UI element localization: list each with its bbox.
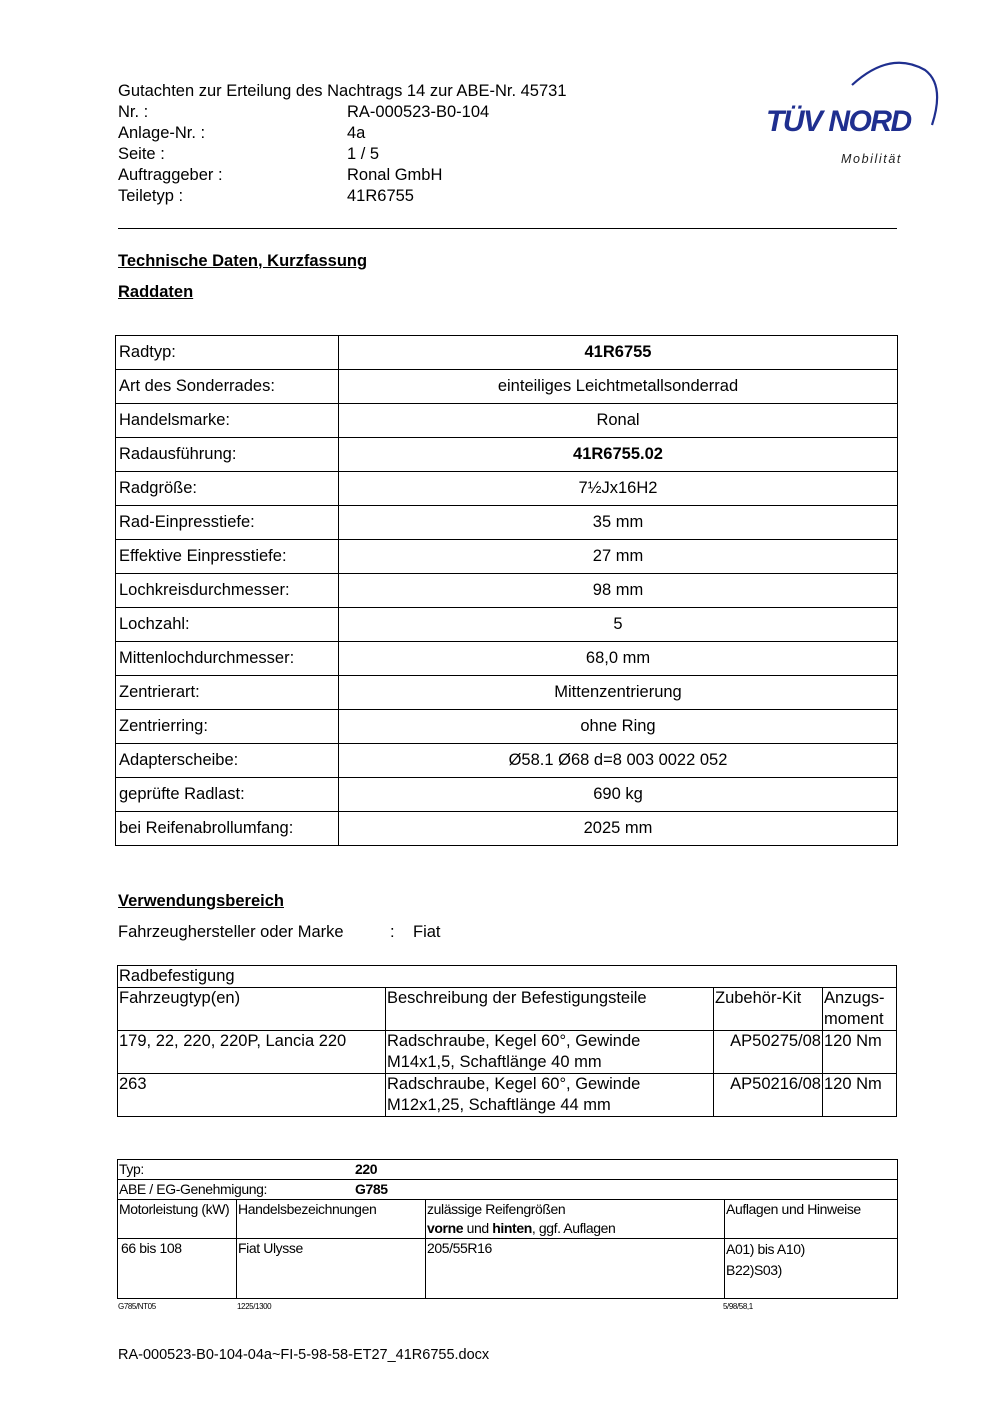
raddaten-label: Zentrierring: <box>116 710 339 744</box>
raddaten-label: Mittenlochdurchmesser: <box>116 642 339 676</box>
table-row <box>116 812 898 846</box>
table-cell-auflagen <box>725 1239 898 1299</box>
maker-separator: : <box>390 923 395 941</box>
abe-row <box>118 1180 898 1200</box>
header-value: 41R6755 <box>347 187 414 205</box>
tuv-nord-logo <box>760 55 945 175</box>
table-cell: 263 <box>118 1074 386 1117</box>
table-row <box>116 574 898 608</box>
typ-table <box>117 1159 898 1299</box>
raddaten-value: 41R6755.02 <box>339 438 898 472</box>
header-value: 4a <box>347 124 366 142</box>
header-text: , ggf. Auflagen <box>531 1220 616 1236</box>
table-header-row <box>118 1200 898 1239</box>
section-title-verwendungsbereich: Verwendungsbereich <box>118 892 284 910</box>
raddaten-value: 690 kg <box>339 778 898 812</box>
column-header: Beschreibung der Befestigungsteile <box>386 988 714 1031</box>
column-header: Handelsbezeichnungen <box>237 1200 426 1239</box>
raddaten-value: Mittenzentrierung <box>339 676 898 710</box>
table-row <box>116 370 898 404</box>
header-label: Auftraggeber : <box>118 166 223 184</box>
header-label: Nr. : <box>118 103 149 121</box>
raddaten-label: Effektive Einpresstiefe: <box>116 540 339 574</box>
raddaten-label: Radtyp: <box>116 336 339 370</box>
raddaten-value: 5 <box>339 608 898 642</box>
column-header: Motorleistung (kW) <box>118 1200 237 1239</box>
document-filename: RA-000523-B0-104-04a~FI-5-98-58-ET27_41R6755.docx <box>118 1347 490 1363</box>
raddaten-table <box>115 335 898 846</box>
table-row <box>116 506 898 540</box>
column-header-reifen <box>426 1200 725 1239</box>
raddaten-label: Radausführung: <box>116 438 339 472</box>
abe-value: G785 <box>355 1181 388 1197</box>
raddaten-value: 98 mm <box>339 574 898 608</box>
header-value: Ronal GmbH <box>347 166 443 184</box>
raddaten-value: 41R6755 <box>339 336 898 370</box>
header-value: RA-000523-B0-104 <box>347 103 490 121</box>
abe-label: ABE / EG-Genehmigung: <box>119 1181 268 1197</box>
column-header: Fahrzeugtyp(en) <box>118 988 386 1031</box>
table-row <box>116 404 898 438</box>
logo-subtitle: Mobilität <box>841 152 902 166</box>
maker-line <box>118 923 441 942</box>
table-row <box>118 1031 897 1074</box>
table-row <box>116 778 898 812</box>
table-row <box>116 642 898 676</box>
raddaten-label: Lochzahl: <box>116 608 339 642</box>
raddaten-value: 27 mm <box>339 540 898 574</box>
header-text: zulässige Reifengrößen <box>427 1201 566 1217</box>
header-label: Teiletyp : <box>118 187 184 205</box>
raddaten-value: ohne Ring <box>339 710 898 744</box>
column-header: Auflagen und Hinweise <box>725 1200 898 1239</box>
table-header-row <box>118 988 897 1031</box>
radbefestigung-table <box>117 965 897 1117</box>
tiny-code: 1225/1300 <box>237 1302 272 1311</box>
column-header: Zubehör-Kit <box>714 988 823 1031</box>
raddaten-label: geprüfte Radlast: <box>116 778 339 812</box>
table-cell: AP50216/08 <box>714 1074 823 1117</box>
raddaten-value: Ø58.1 Ø68 d=8 003 0022 052 <box>339 744 898 778</box>
raddaten-value: Ronal <box>339 404 898 438</box>
header-text: hinten <box>492 1220 532 1236</box>
section-subtitle-raddaten: Raddaten <box>118 283 194 301</box>
maker-label: Fahrzeughersteller oder Marke <box>118 923 344 941</box>
raddaten-value: 2025 mm <box>339 812 898 846</box>
raddaten-value: einteiliges Leichtmetallsonderrad <box>339 370 898 404</box>
table-cell: Radschraube, Kegel 60°, Gewinde M14x1,5, Schaftlänge 40 mm <box>386 1031 714 1074</box>
table-cell: Fiat Ulysse <box>237 1239 426 1299</box>
section-title-technische-daten: Technische Daten, Kurzfassung <box>118 252 368 270</box>
typ-label: Typ: <box>119 1161 144 1177</box>
table-row <box>116 676 898 710</box>
raddaten-value: 68,0 mm <box>339 642 898 676</box>
logo-brand: TÜV NORD <box>766 105 911 138</box>
maker-value: Fiat <box>413 923 441 941</box>
table-cell: 120 Nm <box>823 1031 897 1074</box>
radbefestigung-title: Radbefestigung <box>118 966 897 988</box>
table-cell: 205/55R16 <box>426 1239 725 1299</box>
header-divider <box>118 228 897 229</box>
header-value: 1 / 5 <box>347 145 380 163</box>
table-row <box>118 1180 898 1200</box>
raddaten-label: Zentrierart: <box>116 676 339 710</box>
raddaten-label: Lochkreisdurchmesser: <box>116 574 339 608</box>
table-cell: Radschraube, Kegel 60°, Gewinde M12x1,25, Schaftlänge 44 mm <box>386 1074 714 1117</box>
table-cell: AP50275/08 <box>714 1031 823 1074</box>
header-text: vorne <box>427 1220 464 1236</box>
table-cell: 66 bis 108 <box>118 1239 237 1299</box>
table-row <box>118 966 897 988</box>
column-header: Anzugs-moment <box>823 988 897 1031</box>
raddaten-label: Rad-Einpresstiefe: <box>116 506 339 540</box>
header-label: Anlage-Nr. : <box>118 124 206 142</box>
auflagen-line: B22)S03) <box>726 1262 782 1278</box>
auflagen-line: A01) bis A10) <box>726 1241 805 1257</box>
raddaten-label: bei Reifenabrollumfang: <box>116 812 339 846</box>
table-row <box>118 1074 897 1117</box>
table-row <box>116 472 898 506</box>
raddaten-value: 7½Jx16H2 <box>339 472 898 506</box>
raddaten-value: 35 mm <box>339 506 898 540</box>
table-row <box>116 336 898 370</box>
table-cell: 120 Nm <box>823 1074 897 1117</box>
table-row <box>116 608 898 642</box>
tiny-code: G785/NT05 <box>118 1302 156 1311</box>
table-row <box>116 744 898 778</box>
table-row <box>118 1160 898 1180</box>
table-cell: 179, 22, 220, 220P, Lancia 220 <box>118 1031 386 1074</box>
header-text: und <box>463 1220 493 1236</box>
typ-row <box>118 1160 898 1180</box>
typ-value: 220 <box>355 1161 378 1177</box>
raddaten-label: Art des Sonderrades: <box>116 370 339 404</box>
table-row <box>116 540 898 574</box>
raddaten-label: Radgröße: <box>116 472 339 506</box>
header-label: Seite : <box>118 145 165 163</box>
table-row <box>116 438 898 472</box>
raddaten-label: Handelsmarke: <box>116 404 339 438</box>
tiny-code: 5/98/58,1 <box>723 1302 753 1311</box>
header-title: Gutachten zur Erteilung des Nachtrags 14 zur ABE-Nr. 45731 <box>118 82 567 100</box>
raddaten-label: Adapterscheibe: <box>116 744 339 778</box>
table-row <box>118 1239 898 1299</box>
table-row <box>116 710 898 744</box>
